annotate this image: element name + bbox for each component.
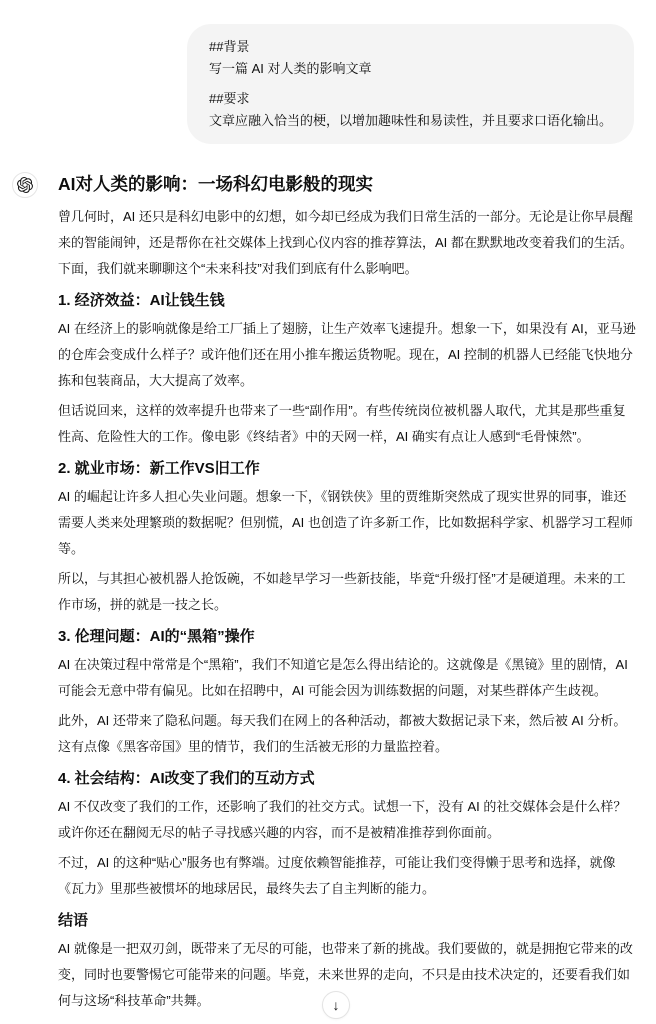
- article-paragraph: 但话说回来，这样的效率提升也带来了一些“副作用”。有些传统岗位被机器人取代，尤其是那些重复性高、危险性大的工作。像电影《终结者》中的天网一样，AI 确实有点让人感到“毛骨悚然”。: [58, 403, 626, 444]
- article-paragraph: AI 在经济上的影响就像是给工厂插上了翅膀，让生产效率飞速提升。想象一下，如果没有 AI，亚马逊的仓库会变成什么样子？或许他们还在用小推车搬运货物呢。现在，AI 控制的机器人已经能飞快地分拣和包装商品，大大提高了效率。: [58, 321, 636, 388]
- user-message-bubble: [187, 24, 634, 144]
- section-conclusion-heading: 结语: [58, 912, 89, 929]
- article-title: AI对人类的影响：一场科幻电影般的现实: [58, 174, 373, 194]
- assistant-message-row: [0, 170, 656, 1018]
- section-3-heading: 3. 伦理问题：AI的“黑箱”操作: [58, 628, 255, 645]
- user-message-line: ##要求: [208, 91, 250, 106]
- user-message-line: 文章应融入恰当的梗，以增加趣味性和易读性，并且要求口语化输出。: [208, 113, 612, 128]
- section-2-heading: 2. 就业市场：新工作VS旧工作: [58, 460, 260, 477]
- intro-paragraph: 曾几何时，AI 还只是科幻电影中的幻想，如今却已经成为我们日常生活的一部分。无论是让你早晨醒来的智能闹钟，还是帮你在社交媒体上找到心仪内容的推荐算法，AI 都在默默地改变着我们的生活。下面，我们就来聊聊这个“未来科技”对我们到底有什么影响吧。: [58, 209, 633, 276]
- scroll-to-bottom-button[interactable]: [322, 991, 350, 1019]
- section-4-heading: 4. 社会结构：AI改变了我们的互动方式: [58, 770, 315, 787]
- user-message-paragraph: [209, 88, 612, 132]
- article-paragraph: AI 就像是一把双刃剑，既带来了无尽的可能，也带来了新的挑战。我们要做的，就是拥抱它带来的改变，同时也要警惕它可能带来的问题。毕竟，未来世界的走向，不只是由技术决定的，还要看我们如何与这场“科技革命”共舞。: [58, 941, 633, 1008]
- down-arrow-icon: ↓: [332, 997, 340, 1013]
- article-paragraph: AI 不仅改变了我们的工作，还影响了我们的社交方式。试想一下，没有 AI 的社交媒体会是什么样？或许你还在翻阅无尽的帖子寻找感兴趣的内容，而不是被精准推荐到你面前。: [58, 799, 627, 840]
- assistant-avatar: [12, 172, 38, 198]
- section-1-heading: 1. 经济效益：AI让钱生钱: [58, 292, 225, 309]
- user-message-line: ##背景: [208, 39, 250, 54]
- user-message-paragraph: [209, 36, 612, 80]
- article-paragraph: 此外，AI 还带来了隐私问题。每天我们在网上的各种活动，都被大数据记录下来，然后被 AI 分析。这有点像《黑客帝国》里的情节，我们的生活被无形的力量监控着。: [58, 713, 627, 754]
- article-paragraph: AI 在决策过程中常常是个“黑箱”，我们不知道它是怎么得出结论的。这就像是《黑镜》里的剧情，AI 可能会无意中带有偏见。比如在招聘中，AI 可能会因为训练数据的问题，对某些群体产生歧视。: [58, 657, 628, 698]
- assistant-article: [58, 170, 636, 1018]
- article-paragraph: AI 的崛起让许多人担心失业问题。想象一下，《钢铁侠》里的贾维斯突然成了现实世界的同事，谁还需要人类来处理繁琐的数据呢？但别慌，AI 也创造了许多新工作，比如数据科学家、机器学习工程师等。: [58, 489, 633, 556]
- user-message-line: 写一篇 AI 对人类的影响文章: [208, 61, 372, 76]
- openai-logo-icon: [17, 177, 33, 193]
- article-paragraph: 所以，与其担心被机器人抢饭碗，不如趁早学习一些新技能，毕竟“升级打怪”才是硬道理。未来的工作市场，拼的就是一技之长。: [58, 571, 626, 612]
- user-message-row: [0, 0, 656, 144]
- article-paragraph: 不过，AI 的这种“贴心”服务也有弊端。过度依赖智能推荐，可能让我们变得懒于思考和选择，就像《瓦力》里那些被惯坏的地球居民，最终失去了自主判断的能力。: [58, 855, 616, 896]
